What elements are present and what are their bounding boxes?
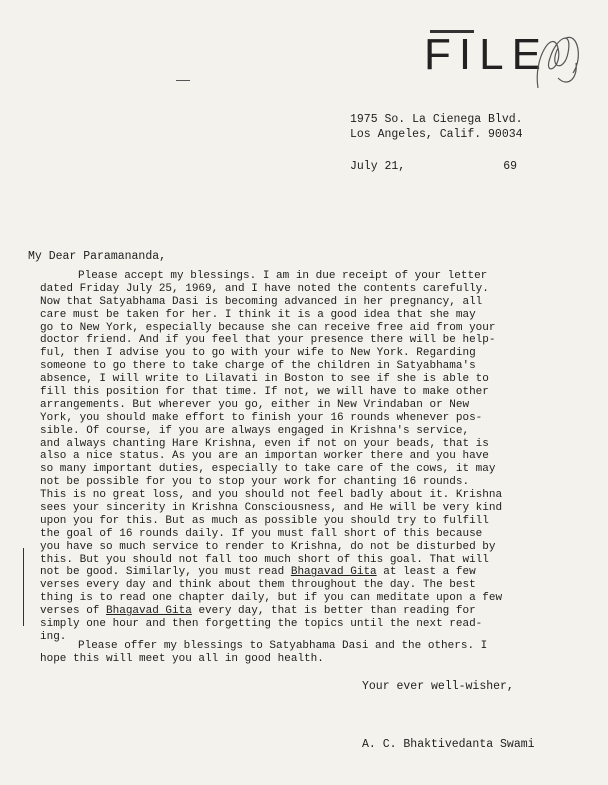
body-line: not be good. Similarly, you must read Bhagavad Gita at least a few xyxy=(40,566,476,579)
body-line: doctor friend. And if you feel that your presence there will be help- xyxy=(40,334,496,347)
body-line: verses of Bhagavad Gita every day, that is better than reading for xyxy=(40,605,476,618)
closing-line: Your ever well-wisher, xyxy=(362,680,514,693)
body-line: thing is to read one chapter daily, but if you can meditate upon a few xyxy=(40,592,503,605)
para2-line: Please offer my blessings to Satyabhama Dasi and the others. I xyxy=(78,640,488,652)
date-month-day: July 21, xyxy=(350,160,406,173)
body-line: sees your sincerity in Krishna Consciousness, and He will be very kind xyxy=(40,502,503,515)
body-line: York, you should make effort to finish your 16 rounds whenever pos- xyxy=(40,411,483,424)
body-line: absence, I will write to Lilavati in Boston to see if she is able to xyxy=(40,373,489,386)
address-line-1: 1975 So. La Cienega Blvd. xyxy=(350,113,523,126)
file-stamp: FILE xyxy=(424,30,549,79)
address-line-2: Los Angeles, Calif. 90034 xyxy=(350,128,523,141)
body-line: go to New York, especially because she can receive free aid from your xyxy=(40,321,496,334)
letter-body xyxy=(40,270,596,644)
mark-dash xyxy=(176,80,190,81)
body-line: so many important duties, especially to take care of the cows, it may xyxy=(40,463,496,476)
body-line: simply one hour and then forgetting the topics until the next read- xyxy=(40,618,483,631)
letter-date xyxy=(350,160,517,173)
body-line: you have so much service to render to Krishna, do not be disturbed by xyxy=(40,540,496,553)
body-line: sible. Of course, if you are always engaged in Krishna's service, xyxy=(40,424,470,437)
signature-scribble-icon xyxy=(528,18,588,98)
margin-mark xyxy=(23,548,24,626)
body-line: dated Friday July 25, 1969, and I have noted the contents carefully. xyxy=(40,282,489,295)
body-line: also a nice status. As you are an importan worker there and you have xyxy=(40,450,489,463)
body-line: Please accept my blessings. I am in due receipt of your letter xyxy=(78,270,488,282)
body-line: and always chanting Hare Krishna, even if not on your beads, that is xyxy=(40,437,489,450)
signer-name: A. C. Bhaktivedanta Swami xyxy=(362,738,535,751)
body-line: arrangements. But wherever you go, either in New Vrindaban or New xyxy=(40,398,470,411)
body-line: this. But you should not fall too much short of this goal. That will xyxy=(40,553,489,566)
closing-paragraph xyxy=(40,640,596,666)
date-year: 69 xyxy=(503,160,518,173)
body-line: care must be taken for her. I think it is a good idea that she may xyxy=(40,308,476,321)
body-line: verses every day and think about them throughout the day. The best xyxy=(40,579,476,592)
body-line: upon you for this. But as much as possible you should try to fulfill xyxy=(40,514,489,527)
salutation: My Dear Paramananda, xyxy=(28,250,167,263)
body-line: someone to go there to take charge of the children in Satyabhama's xyxy=(40,360,476,373)
body-line: Now that Satyabhama Dasi is becoming advanced in her pregnancy, all xyxy=(40,295,483,308)
para2-line: hope this will meet you all in good health. xyxy=(40,653,324,665)
body-line: the goal of 16 rounds daily. If you must fall short of this because xyxy=(40,527,483,540)
body-line: ing. xyxy=(40,630,67,643)
body-line: This is no great loss, and you should not feel badly about it. Krishna xyxy=(40,489,503,502)
body-line: ful, then I advise you to go with your wife to New York. Regarding xyxy=(40,347,476,360)
body-line: fill this position for that time. If not, we will have to make other xyxy=(40,386,489,399)
book-title: Bhagavad Gita xyxy=(106,605,192,618)
body-line: not be possible for you to stop your work for chanting 16 rounds. xyxy=(40,476,470,489)
book-title: Bhagavad Gita xyxy=(290,566,377,579)
